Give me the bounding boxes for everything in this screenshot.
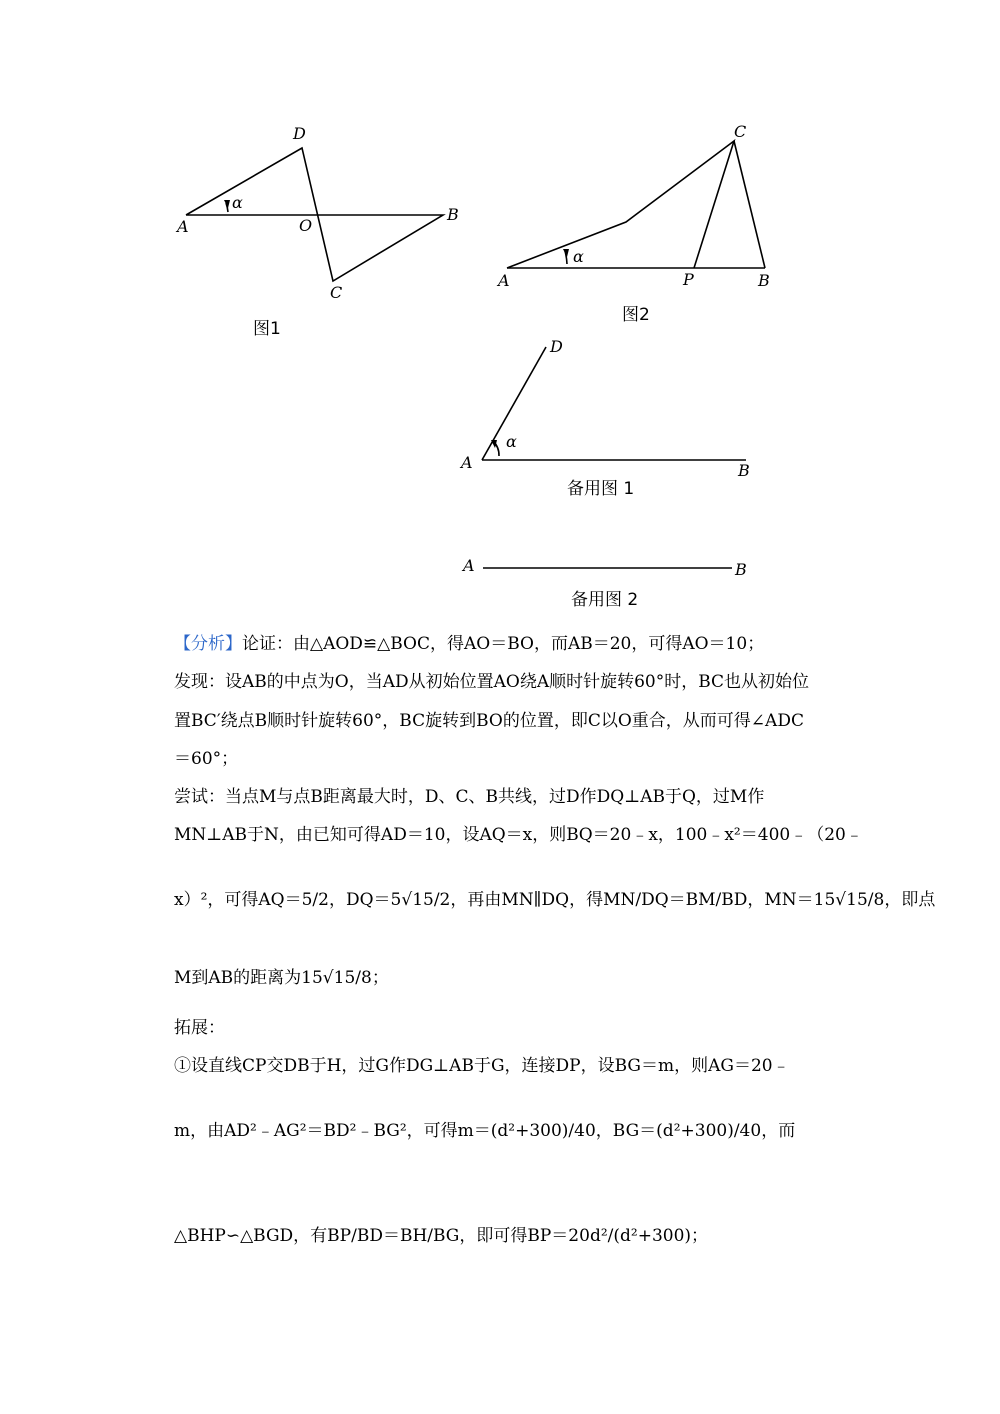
analysis-line-9: 拓展：: [174, 1018, 225, 1038]
fig1-label-a: A: [177, 217, 189, 236]
fig2-label-a: A: [498, 271, 510, 290]
figures-svg: [0, 0, 1000, 620]
fig1-label-b: B: [447, 205, 459, 224]
fig2-label-b: B: [758, 271, 770, 290]
spare1-label-b: B: [738, 461, 750, 480]
spare1-angle-label: α: [506, 432, 517, 451]
fig1-caption: 图1: [253, 319, 281, 339]
fig1-angle-label: α: [232, 193, 243, 212]
fig1-label-o: O: [299, 216, 313, 235]
spare2-label-b: B: [735, 560, 747, 579]
fig1-label-c: C: [330, 283, 343, 302]
analysis-line-1: [174, 634, 764, 654]
fig2-angle-label: α: [573, 247, 584, 266]
fig2-label-c: C: [734, 122, 747, 141]
analysis-line-3: 置BC′绕点B顺时针旋转60°，BC旋转到BO的位置，即C以O重合，从而可得∠ADC: [174, 711, 804, 731]
analysis-line-4: ＝60°；: [174, 749, 239, 769]
spare1-label-a: A: [461, 453, 473, 472]
analysis-line-10: ①设直线CP交DB于H，过G作DG⊥AB于G，连接DP，设BG＝m，则AG＝20﹣: [174, 1056, 790, 1076]
analysis-line-5: 尝试：当点M与点B距离最大时，D、C、B共线，过D作DQ⊥AB于Q，过M作: [174, 787, 765, 807]
fig2-caption: 图2: [622, 305, 650, 325]
fig2-label-p: P: [683, 270, 694, 289]
spare1-caption: 备用图 1: [567, 479, 635, 499]
fig1-shape: [186, 148, 443, 281]
spare2-caption: 备用图 2: [571, 590, 639, 610]
fig1-label-d: D: [293, 124, 306, 143]
analysis-line-12: △BHP∽△BGD，有BP/BD＝BH/BG，即可得BP＝20d²/(d²+300)；: [174, 1226, 709, 1246]
analysis-line-8: M到AB的距离为15√15/8；: [174, 968, 389, 988]
fig2-cb: [734, 141, 765, 268]
analysis-line-11: m，由AD²﹣AG²＝BD²﹣BG²，可得m＝(d²+300)/40，BG＝(d²+300)/40，而: [174, 1121, 796, 1141]
fig2-upper-path: [507, 141, 734, 268]
analysis-l1: 论证：由△AOD≌△BOC，得AO＝BO，而AB＝20，可得AO＝10；: [242, 634, 765, 654]
analysis-tag: 【分析】: [174, 634, 242, 654]
analysis-line-6: MN⊥AB于N，由已知可得AD＝10，设AQ＝x，则BQ＝20﹣x，100﹣x²＝400﹣（20﹣: [174, 825, 863, 845]
spare2-label-a: A: [463, 556, 475, 575]
analysis-line-7: x）²，可得AQ＝5/2，DQ＝5√15/2，再由MN∥DQ，得MN/DQ＝BM/BD，MN＝15√15/8，即点: [174, 890, 936, 910]
spare1-label-d: D: [550, 337, 563, 356]
analysis-line-2: 发现：设AB的中点为O，当AD从初始位置AO绕A顺时针旋转60°时，BC也从初始位: [174, 672, 810, 692]
